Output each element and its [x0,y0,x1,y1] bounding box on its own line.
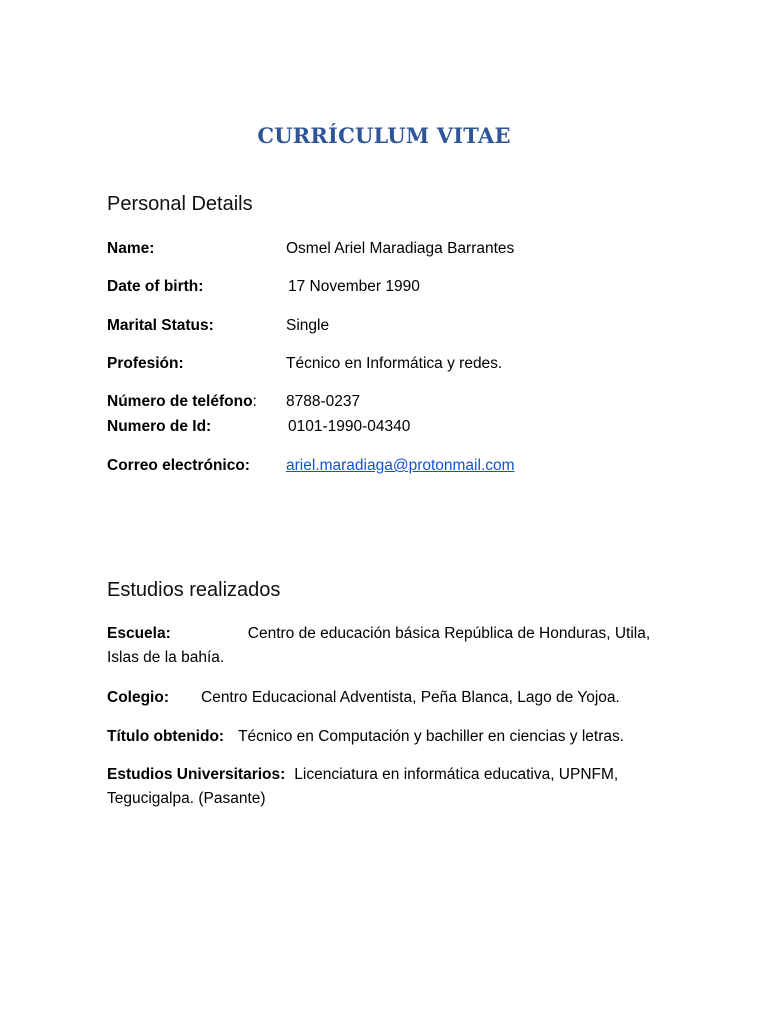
name-value: Osmel Ariel Maradiaga Barrantes [286,240,515,257]
profession-row [107,354,503,374]
dob-label: Date of birth: [107,278,204,295]
school-label: Escuela: [107,625,171,642]
degree-row [107,725,667,749]
marital-row [107,316,330,336]
phone-label: Número de teléfono [107,393,253,410]
college-value: Centro Educacional Adventista, Peña Blanca, Lago de Yojoa. [201,689,620,706]
dob-value: 17 November 1990 [288,278,420,295]
college-label: Colegio: [107,689,169,706]
school-row [107,622,667,670]
profession-value: Técnico en Informática y redes. [286,355,503,372]
university-row [107,763,667,811]
profession-label: Profesión: [107,355,184,372]
id-row [107,417,411,437]
document-title: CURRÍCULUM VITAE [257,123,511,148]
id-label: Numero de Id: [107,418,212,435]
degree-label: Título obtenido: [107,728,225,745]
studies-heading: Estudios realizados [107,579,281,601]
name-row [107,239,515,259]
personal-details-heading: Personal Details [107,193,253,215]
email-link[interactable]: ariel.maradiaga@protonmail.com [286,457,515,474]
id-value: 0101-1990-04340 [288,418,411,435]
phone-colon: : [252,393,257,410]
email-row [107,456,515,476]
university-label: Estudios Universitarios: [107,766,286,783]
marital-label: Marital Status: [107,317,214,334]
university-value: Licenciatura en informática educativa, UPNFM, Tegucigalpa. (Pasante) [107,766,619,807]
dob-row [107,277,420,297]
email-label: Correo electrónico: [107,457,250,474]
school-value: Centro de educación básica República de Honduras, Utila, Islas de la bahía. [107,625,651,666]
phone-value: 8788-0237 [286,393,361,410]
marital-value: Single [286,317,330,334]
name-label: Name: [107,240,155,257]
college-row [107,686,667,710]
degree-value: Técnico en Computación y bachiller en ciencias y letras. [238,728,625,745]
phone-row [107,392,361,412]
